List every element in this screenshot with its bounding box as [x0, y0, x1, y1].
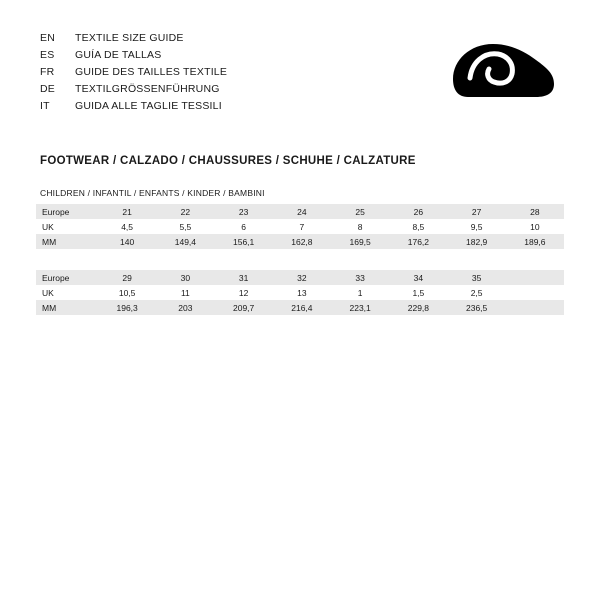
- table-row: [36, 204, 564, 219]
- cell: 196,3: [98, 300, 156, 315]
- cell: 216,4: [273, 300, 331, 315]
- language-row-en: [40, 32, 370, 49]
- cell: 24: [273, 204, 331, 219]
- row-label: Europe: [36, 270, 98, 285]
- language-row-fr: [40, 66, 370, 83]
- cell: 229,8: [389, 300, 447, 315]
- cell: 156,1: [215, 234, 273, 249]
- cell: 223,1: [331, 300, 389, 315]
- table-row: [36, 219, 564, 234]
- size-table-children-29-35: [36, 270, 564, 315]
- cell: 12: [215, 285, 273, 300]
- table-row: [36, 270, 564, 285]
- cell: 149,4: [156, 234, 214, 249]
- language-code: ES: [40, 49, 55, 61]
- language-title: GUIDE DES TAILLES TEXTILE: [75, 66, 228, 78]
- cell: 21: [98, 204, 156, 219]
- cell: 140: [98, 234, 156, 249]
- cell: 9,5: [448, 219, 506, 234]
- cell: 10: [506, 219, 564, 234]
- language-title: TEXTILE SIZE GUIDE: [75, 32, 184, 44]
- cell: 6: [215, 219, 273, 234]
- row-label: MM: [36, 234, 98, 249]
- cell: 31: [215, 270, 273, 285]
- language-code: IT: [40, 100, 50, 112]
- cell: 1,5: [389, 285, 447, 300]
- language-title: TEXTILGRÖSSENFÜHRUNG: [75, 83, 220, 95]
- row-label: UK: [36, 285, 98, 300]
- language-code: EN: [40, 32, 55, 44]
- cell: 169,5: [331, 234, 389, 249]
- cell: 8,5: [389, 219, 447, 234]
- cell: 13: [273, 285, 331, 300]
- language-code: FR: [40, 66, 55, 78]
- cell: 34: [389, 270, 447, 285]
- cell: 30: [156, 270, 214, 285]
- cell: 8: [331, 219, 389, 234]
- language-row-es: [40, 49, 370, 66]
- cell: 32: [273, 270, 331, 285]
- section-title: FOOTWEAR / CALZADO / CHAUSSURES / SCHUHE / CALZATURE: [40, 155, 416, 167]
- shoe-icon: [448, 38, 558, 103]
- cell: 182,9: [448, 234, 506, 249]
- cell: 7: [273, 219, 331, 234]
- sub-title: CHILDREN / INFANTIL / ENFANTS / KINDER / BAMBINI: [40, 188, 265, 198]
- cell: 176,2: [389, 234, 447, 249]
- cell: 10,5: [98, 285, 156, 300]
- language-code: DE: [40, 83, 55, 95]
- table-row: [36, 234, 564, 249]
- language-title: GUIDA ALLE TAGLIE TESSILI: [75, 100, 222, 112]
- cell: 27: [448, 204, 506, 219]
- cell: 11: [156, 285, 214, 300]
- language-title: GUÍA DE TALLAS: [75, 49, 162, 61]
- cell: [506, 300, 564, 315]
- size-table-children-21-28: [36, 204, 564, 249]
- table-row: [36, 300, 564, 315]
- cell: 2,5: [448, 285, 506, 300]
- cell: 29: [98, 270, 156, 285]
- language-row-de: [40, 83, 370, 100]
- language-list: [40, 32, 370, 117]
- cell: 33: [331, 270, 389, 285]
- language-row-it: [40, 100, 370, 117]
- cell: [506, 285, 564, 300]
- cell: 203: [156, 300, 214, 315]
- cell: 4,5: [98, 219, 156, 234]
- cell: 189,6: [506, 234, 564, 249]
- cell: 162,8: [273, 234, 331, 249]
- row-label: Europe: [36, 204, 98, 219]
- cell: 23: [215, 204, 273, 219]
- table-row: [36, 285, 564, 300]
- row-label: UK: [36, 219, 98, 234]
- row-label: MM: [36, 300, 98, 315]
- cell: 28: [506, 204, 564, 219]
- cell: 35: [448, 270, 506, 285]
- cell: 209,7: [215, 300, 273, 315]
- cell: 1: [331, 285, 389, 300]
- cell: 25: [331, 204, 389, 219]
- cell: 26: [389, 204, 447, 219]
- cell: 22: [156, 204, 214, 219]
- cell: 236,5: [448, 300, 506, 315]
- cell: [506, 270, 564, 285]
- cell: 5,5: [156, 219, 214, 234]
